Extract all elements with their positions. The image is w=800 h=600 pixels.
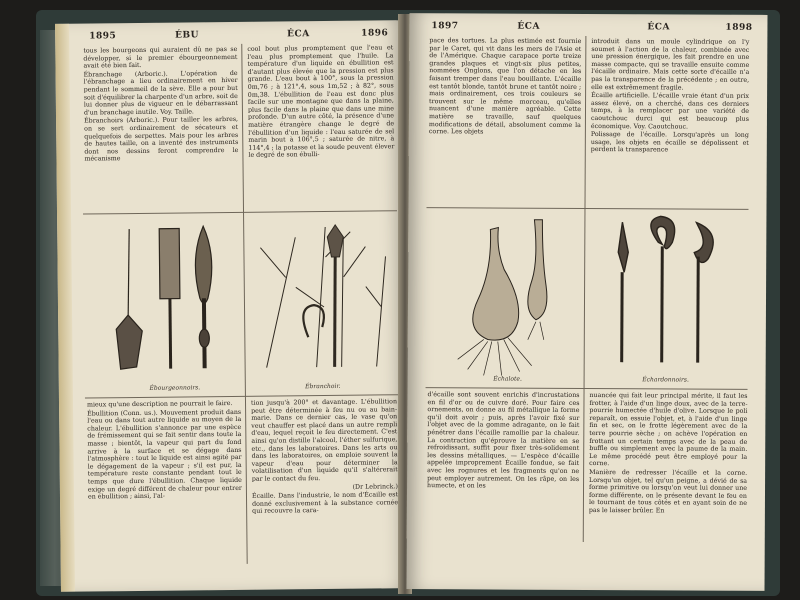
ebranchoir-illustration — [255, 216, 397, 377]
paragraph: nuancée qui fait leur principal mérite, il faut les frotter, à l'aide d'un linge doux, avec de la terre-pourrie humectée d'huile d'olive. Lorsque le poli reparaît, on essuie l'objet, et, à l'aide d'un linge fin et sec, on le frotte légèrement avec de la terre pourrie sèche ; on achève l'opération en frottant un certain temps avec de la peau de buffle ou simplement avec la paume de la main. Le même procédé peut être employé pour la corne. — [589, 392, 748, 468]
right-col2-top-text — [591, 38, 750, 156]
paragraph: pace des tortues. La plus estimée est fournie par le Caret, qui vit dans les mers de l'Asie et de l'Amérique. Chaque carapace porte treize grandes plaques et vingt-six plus petites, nommées Onglons, que l'on détache en les faisant tremper dans l'eau bouillante. L'écaille est tantôt blonde, tantôt brune et tantôt noire ; mais ordinairement, ces trois couleurs se trouvent sur le même morceau, qu'elles nuancent d'une manière agréable. Cette matière se travaille, sauf quelques modifications de détail, absolument comme la corne. Les objets — [428, 37, 582, 136]
paragraph: Ébullition (Conn. us.). Mouvement produit dans l'eau ou dans tout autre liquide au moyen de la chaleur. L'ébullition s'annonce par une espèce de frémissement qui se fait sentir dans toute la masse ; bientôt, la vapeur qui part du fond arrive à la surface et se dégage dans l'atmosphère : tout le liquide est ainsi agité par le dégagement de la vapeur ; s'il est pur, la température reste constante pendant tout le temps que dure l'ébullition. Chaque liquide exige un degré différent de chaleur pour entrer en ébullition ; ainsi, l'al- — [87, 408, 242, 501]
left-page-number-2: 1896 — [361, 28, 389, 39]
left-col1-bottom-text — [87, 400, 242, 502]
paragraph: Polissage de l'écaille. Lorsqu'après un long usage, les objets en écaille se dépolissent et perdent la transparence — [590, 131, 749, 154]
figure-rule-bottom — [426, 387, 748, 390]
figure-caption-echardonnoirs: Échardonnoirs. — [642, 376, 689, 384]
left-page-guide-word-2: ÉCA — [287, 29, 310, 40]
right-col1-bottom-text — [427, 391, 580, 492]
right-page-guide-word-2: ÉCA — [647, 22, 670, 33]
ebourgeonnoirs-illustration — [107, 218, 229, 379]
paragraph: tous les bourgeons qui auraient dû ne pas se développer, si le premier ébourgeonnement avait été bien fait. — [83, 45, 238, 70]
echardonnoirs-illustration — [604, 212, 725, 373]
paragraph: cool bout plus promptement que l'eau et l'eau plus promptement que l'huile. La température d'un liquide en ébullition est d'autant plus élevée que la pression est plus grande. L'eau bout à 100°, sous la pression 0m,76 ; à 121°,4, sous 1m,52 ; à 82°, sous 0m,38. L'ébullition de l'eau est donc plus facile sur une montagne que dans la plaine, plus facile dans la plaine que dans une mine profonde. D'un autre côté, la présence d'une matière étrangère change le degré de l'ébullition d'un liquide : l'eau saturée de sel marin bout à 106°,5 ; saturée de nitre, à 114°,4 ; la potasse et la soude peuvent élever le degré de son ébulli- — [247, 44, 395, 160]
paragraph: mieux qu'une description ne pourrait le faire. — [86, 399, 233, 409]
left-col2-top-text — [247, 44, 394, 160]
right-page-guide-word-1: ÉCA — [517, 21, 540, 32]
paragraph: Manière de redresser l'écaille et la corne. Lorsqu'un objet, tel qu'un peigne, a dévié de sa forme primitive ou lorsqu'on veut lui donner une forme différente, on le présente devant le feu en le tournant de tous côtés et en ayant soin de ne pas le laisser brûler. En — [588, 468, 748, 515]
figure-rule-top — [83, 210, 397, 214]
paragraph: Écaille artificielle. L'écaille vraie étant d'un prix assez élevé, on a cherché, dans ces derniers temps, à la remplacer par une variété de caoutchouc durci qui est beaucoup plus économique. Voy. Caoutchouc. — [590, 92, 750, 131]
paragraph: tion jusqu'à 200° et davantage. L'ébullition peut être déterminée à feu nu ou au bain-marie. Dans ce dernier cas, le vase qu'on veut chauffer est placé dans un autre rempli d'eau, lequel reçoit le feu directement. C'est ainsi qu'on distille l'alcool, l'éther sulfurique, etc., dans les laboratoires. Dans les arts ou dans les laboratoires, on emploie souvent la vapeur d'eau pour déterminer la volatilisation d'un liquide qu'il s'altérerait par le contact du feu. — [250, 398, 398, 483]
paragraph: d'écaille sont souvent enrichis d'incrustations en fil d'or ou de cuivre doré. Pour faire ces ornements, on donne au fil métallique la forme qu'il doit avoir ; puis, après l'avoir fixé sur l'objet avec de la gomme adragante, on le fait pénétrer dans l'écaille ramollie par la chaleur. La contraction qu'éprouve la matière en se refroidissant, suffit pour fixer très-solidement les dessins métalliques. — L'espèce d'écaille appelée improprement Écaille fondue, se fait avec les rognures et les fragments qu'on ne peut employer autrement. On les râpe, on les humecte, et on les — [427, 391, 580, 490]
paragraph: Ébranchoirs (Arboric.). Pour tailler les arbres, on se sert ordinairement de sécateurs et quelquefois de serpettes. Mais pour les arbres de hautes taille, on a inventé des instruments dont nos dessins feront comprendre le mécanisme — [84, 116, 239, 163]
figure-caption-ebranchoir: Ébranchoir. — [305, 382, 341, 391]
paragraph: Ébranchage (Arboric.). L'opération de l'ébranchage a lieu ordinairement en hiver pendant le sommeil de la sève. Elle a pour but soit d'équilibrer la charpente d'un arbre, soit de lui donner plus de vigueur en le débarrassant d'un branchage inutile. Voy. Taille. — [83, 69, 238, 117]
figure-caption-echalote: Échalote. — [493, 375, 522, 383]
column-rule — [241, 44, 247, 564]
right-col1-top-text — [429, 37, 582, 138]
figure-caption-ebourgeonnoirs: Ébourgeonnoirs. — [149, 384, 201, 392]
left-col1-top-text — [83, 46, 238, 165]
echalote-illustration — [448, 209, 569, 383]
right-col2-bottom-text — [589, 392, 748, 516]
left-col2-bottom-text — [251, 398, 398, 516]
paragraph: Écaille. Dans l'industrie, le nom d'Écaille est donné exclusivement à la substance cornée qui recouvre la cara- — [251, 491, 399, 516]
left-page-number-1: 1895 — [89, 31, 117, 42]
author-signature: (Dr Lebrinck.) — [352, 482, 398, 491]
left-page-guide-word-1: ÉBU — [175, 30, 200, 41]
right-page — [406, 13, 767, 591]
left-page — [55, 20, 407, 592]
right-page-number-1: 1897 — [431, 21, 459, 32]
right-page-number-2: 1898 — [725, 22, 753, 33]
paragraph: introduit dans un moule cylindrique on l'y soumet à l'action de la chaleur, combinée avec une pression énergique, les fait prendre en une masse compacte, qui se travaille ensuite comme l'écaille ordinaire. Mais cette sorte d'écaille n'a pas la transparence de la précédente ; en outre, elle est extrêmement fragile. — [591, 38, 750, 92]
column-rule — [583, 36, 587, 542]
